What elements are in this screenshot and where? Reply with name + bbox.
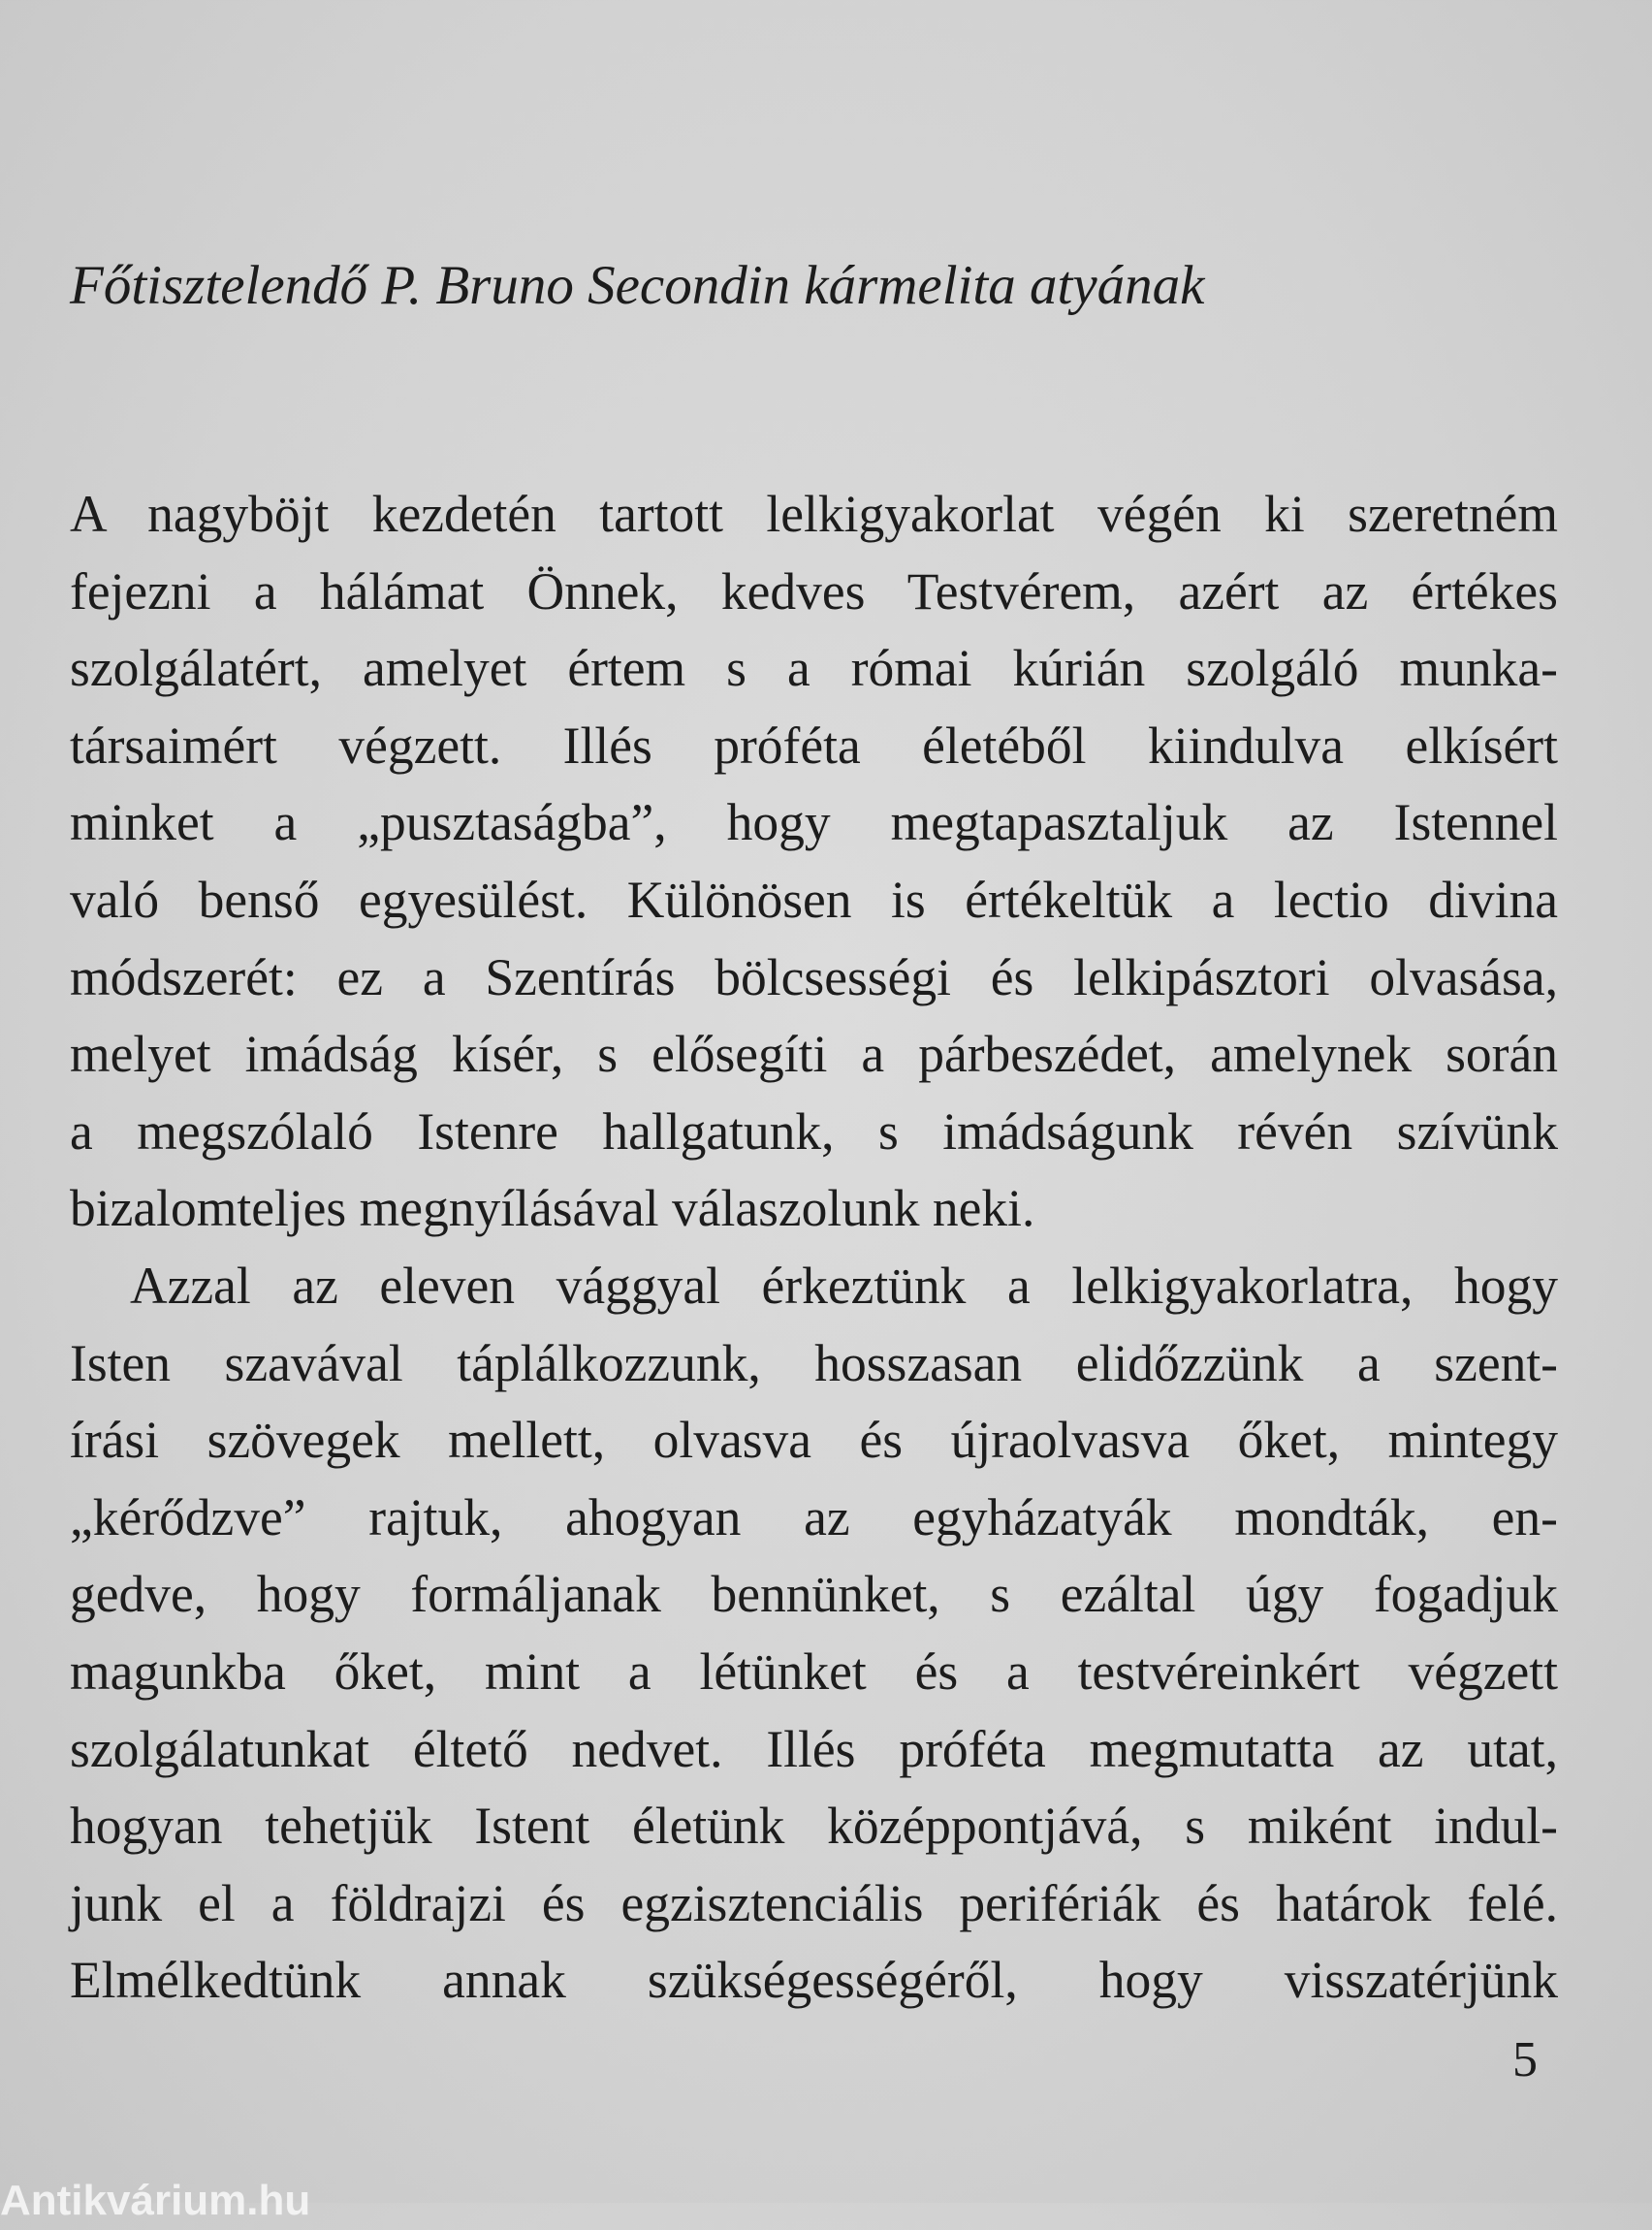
paragraph-2	[70, 1248, 1558, 2020]
text-line: junk el a földrajzi és egzisztenciális perifériák és határok felé.	[70, 1873, 1558, 1932]
text-line: a megszólaló Istenre hallgatunk, s imádságunk révén szívünk	[70, 1101, 1558, 1161]
text-line: gedve, hogy formáljanak bennünket, s ezáltal úgy fogadjuk	[70, 1565, 1558, 1624]
text-line: szolgálatért, amelyet értem s a római kúrián szolgáló munka-	[70, 639, 1558, 698]
text-line: melyet imádság kísér, s elősegíti a párbeszédet, amelynek során	[70, 1025, 1558, 1084]
text-line: minket a „pusztaságba”, hogy megtapasztaljuk az Istennel	[70, 793, 1558, 852]
body-text	[70, 476, 1558, 2020]
text-line: fejezni a hálámat Önnek, kedves Testvérem, azért az értékes	[70, 561, 1558, 621]
text-line: A nagyböjt kezdetén tartott lelkigyakorlat végén ki szeretném	[70, 485, 1558, 543]
page-number: 5	[1512, 2032, 1538, 2087]
text-line: „kérődzve” rajtuk, ahogyan az egyházatyák mondták, en-	[70, 1487, 1558, 1546]
text-line: írási szövegek mellett, olvasva és újraolvasva őket, mintegy	[70, 1411, 1558, 1470]
paragraph-1	[70, 476, 1558, 1248]
text-line: való benső egyesülést. Különösen is értékeltük a lectio divina	[70, 870, 1558, 929]
text-line: bizalomteljes megnyílásával válaszolunk neki.	[70, 1179, 1035, 1238]
text-line: Isten szavával táplálkozzunk, hosszasan elidőzzünk a szent-	[70, 1333, 1558, 1392]
text-line: magunkba őket, mint a létünket és a testvéreinkért végzett	[70, 1641, 1558, 1701]
text-line: hogyan tehetjük Istent életünk középpontjává, s miként indul-	[70, 1797, 1558, 1856]
dedication-line: Főtisztelendő P. Bruno Secondin kármelita atyának	[70, 255, 1205, 316]
text-line: Azzal az eleven vággyal érkeztünk a lelkigyakorlatra, hogy	[130, 1256, 1558, 1315]
text-line: módszerét: ez a Szentírás bölcsességi és lelkipásztori olvasása,	[70, 947, 1558, 1006]
text-line: Elmélkedtünk annak szükségességéről, hogy visszatérjünk	[70, 1951, 1558, 2010]
text-line: társaimért végzett. Illés próféta életéből kiindulva elkísért	[70, 716, 1558, 775]
watermark: Antikvárium.hu	[0, 2177, 311, 2224]
text-line: szolgálatunkat éltető nedvet. Illés próféta megmutatta az utat,	[70, 1719, 1558, 1778]
